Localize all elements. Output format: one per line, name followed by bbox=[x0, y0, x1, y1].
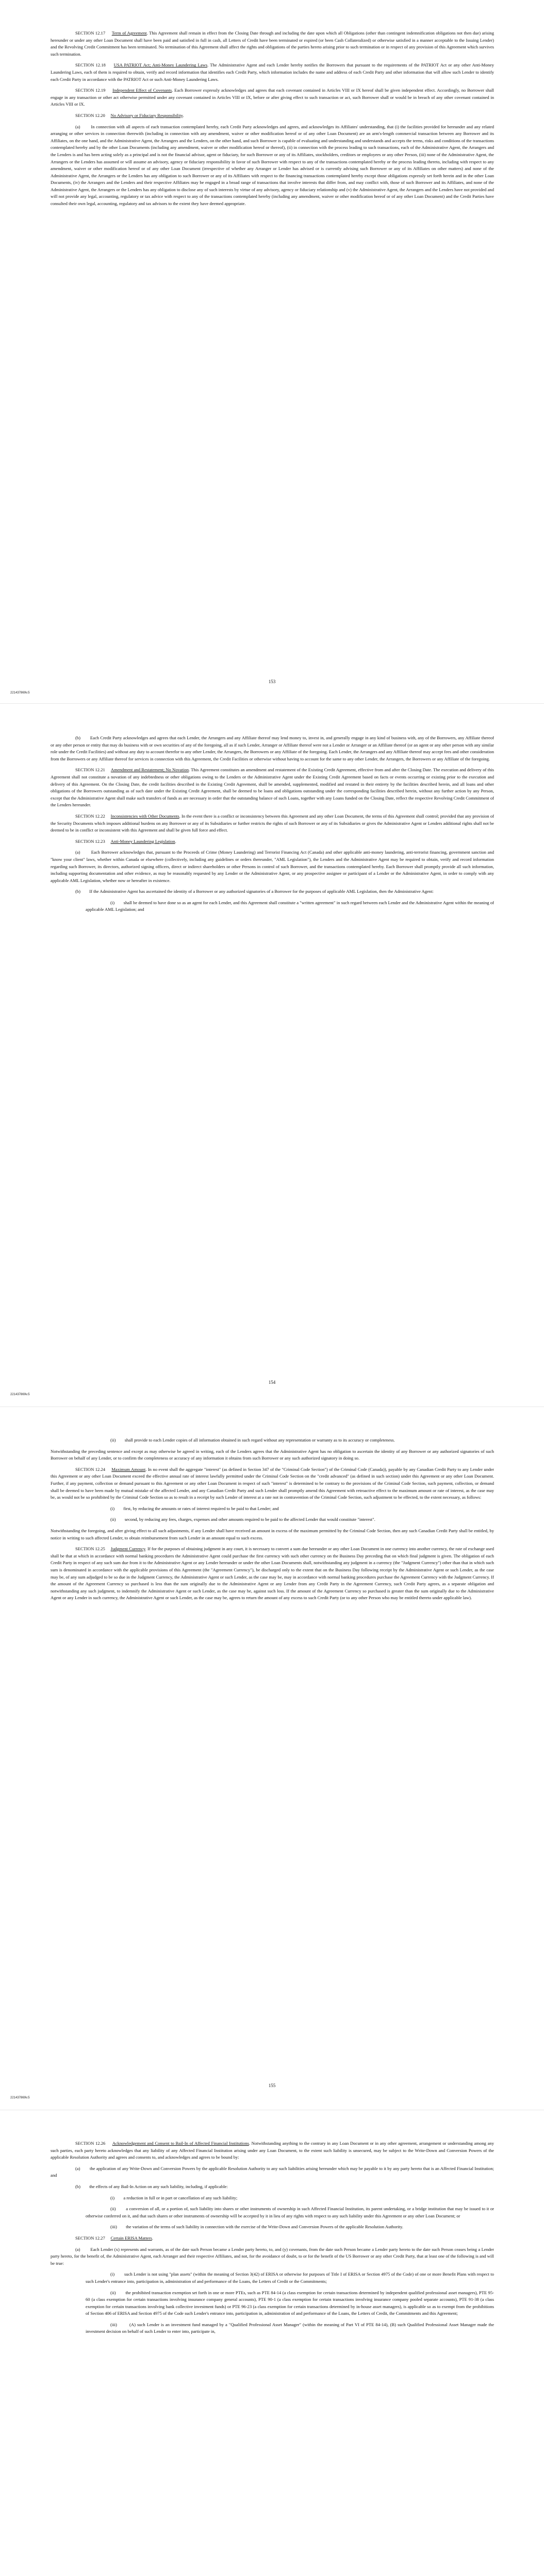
section-12-19: SECTION 12.19 Independent Effect of Covenants. Each Borrower expressly acknowledges and agrees that each covenant contained in Articles VIII or IX hereof shall be given independent effect. Accordingly, no Borrower shall engage in any transaction or other act otherwise permitted under any covenant contained in Articles VIII or IX, before or after giving effect to such transaction or act, such Borrower shall or would be in breach of any other covenant contained in Articles VIII or IX. bbox=[51, 88, 494, 107]
section-12-24: SECTION 12.24 Maximum Amount. In no event shall the aggregate "interest" (as defined in Section 347 of the "Criminal Code Section") of the Criminal Code (Canada)), payable by any Canadian Credit Party to any Lender under this Agreement or any other Loan Document exceed the effective annual rate of interest lawfully permitted under the Criminal Code Section on the "credit advanced" (as defined in such section) under this Agreement or any other Loan Document. Further, if any payment, collection or demand pursuant to this Agreement or any other Loan Document in respect of such "interest" is determined to be contrary to the provisions of the Criminal Code Section, such payment, collection, or demand shall be deemed to have been made by mutual mistake of the affected Lender, and any Canadian Credit Party and such Lender shall promptly amend this Agreement with retroactive effect to the maximum amount or rate of interest, as the case may be, as would not be so prohibited by the Criminal Code Section so as to result in a receipt by such Lender of interest at a rate not in contravention of the Criminal Code Section, such adjustment to be effected, to the extent necessary, as follows: bbox=[51, 1466, 494, 1500]
clause-12-26-b: (b) the effects of any Bail-In Action on any such liability, including, if applicable: bbox=[75, 2183, 228, 2189]
clause-12-26-a: (a) the application of any Write-Down and Conversion Powers by the applicable Resolution Authority to any such liabilities arising hereunder which may be payable to it by any party hereto that is an Affected Financial Institution; and bbox=[51, 2165, 494, 2178]
clause-12-20-a: (a) In connection with all aspects of each transaction contemplated hereby, each Credit Party acknowledges and agrees, and acknowledges its Affiliates' understanding, that (i) the facilities provided for hereunder and any related arranging or other services in connection therewith (including in connection with any amendment, waiver or other modification hereof or of any other Loan Document) are an arm's-length commercial transaction between any Borrower and its Affiliates, on the one hand, and the Administrative Agent, the Arrangers and the Lenders, on the other hand, and such Borrower is capable of evaluating and understanding and understands and accepts the terms, risks and conditions of the transactions contemplated hereby and by the other Loan Documents (including any amendment, waiver or other modification hereof or thereof), (ii) in connection with the process leading to such transactions, each of the Administrative Agent, the Arrangers and the Lenders is and has been acting solely as a principal and is not the financial advisor, agent or fiduciary, for such Borrower or any of its Affiliates, stockholders, creditors or employees or any other Person, (iii) none of the Administrative Agent, the Arrangers or the Lenders has assumed or will assume an advisory, agency or fiduciary responsibility in favor of such Borrower with respect to any of the transactions contemplated hereby or the process leading thereto, including with respect to any amendment, waiver or other modification hereof or of any other Loan Document (irrespective of whether any Arranger or Lender has advised or is currently advising such Borrower or any of its Affiliates on other matters) and none of the Administrative Agent, the Arrangers or the Lenders has any obligation to such Borrower or any of its Affiliates with respect to the financing transactions contemplated hereby except those obligations expressly set forth herein and in the other Loan Documents, (iv) the Arrangers and the Lenders and their respective Affiliates may be engaged in a broad range of transactions that involve interests that differ from, and may conflict with, those of such Borrower and its Affiliates, and none of the Administrative Agent, the Arrangers or the Lenders has any obligation to disclose any of such interests by virtue of any advisory, agency or fiduciary relationship and (v) the Administrative Agent, the Arrangers and the Lenders have not provided and will not provide any legal, accounting, regulatory or tax advice with respect to any of the transactions contemplated hereby (including any amendment, waiver or other modification hereof or of any other Loan Document) and the Credit Parties have consulted their own legal, accounting, regulatory and tax advisors to the extent they have deemed appropriate. bbox=[51, 124, 494, 207]
clause-12-27-a-ii: (ii) the prohibited transaction exemption set forth in one or more PTEs, such as PTE 84-14 (a class exemption for certain transactions determined by independent qualified professional asset managers), PTE 95-60 (a class exemption for certain transactions involving insurance company general accounts), PTE 90-1 (a class exemption for certain transactions involving insurance company pooled separate accounts), PTE 91-38 (a class exemption for certain transactions involving bank collective investment funds) or PTE 96-23 (a class exemption for certain transactions determined by in-house asset managers), is applicable so as to exempt from the prohibitions of Section 406 of ERISA and Section 4975 of the Code such Lender's entrance into, participation in, administration of and performance of the Loans, the Letters of Credit, the Commitments and this Agreement; bbox=[86, 2290, 494, 2316]
section-12-27: SECTION 12.27 Certain ERISA Matters. bbox=[75, 2235, 153, 2241]
page-number: 154 bbox=[268, 1380, 276, 1385]
page-154 bbox=[0, 704, 544, 1406]
clause-12-23-b-ii: (ii) shall provide to each Lender copies of all information obtained in such regard without any representation or warranty as to its accuracy or completeness. bbox=[110, 1437, 395, 1443]
page-number: 155 bbox=[268, 2083, 276, 2088]
section-12-21: SECTION 12.21 Amendment and Restatement; No Novation. This Agreement constitutes an amendment and restatement of the Existing Credit Agreement, effective from and after the Closing Date. The execution and delivery of this Agreement shall not constitute a novation of any indebtedness or other obligations owing to the Lenders or the Administrative Agent under the Existing Credit Agreement based on facts or events occurring or existing prior to the execution and delivery of this Agreement. On the Closing Date, the credit facilities described in the Existing Credit Agreement, shall be amended, supplemented, modified and restated in their entirety by the facilities described herein, and all loans and other obligations of the Borrowers outstanding as of such date under the Existing Credit Agreement, shall be deemed to be loans and obligations outstanding under the corresponding facilities described herein, without any further action by any Person, except that the Administrative Agent shall make such transfers of funds as are necessary in order that the outstanding balance of such Loans, together with any Loans funded on the Closing Date, reflect the respective Revolving Credit Commitment of the Lenders hereunder. bbox=[51, 767, 494, 808]
section-12-20: SECTION 12.20 No Advisory or Fiduciary Responsibility. bbox=[75, 112, 184, 118]
page-155-body bbox=[51, 1437, 494, 1606]
page-156 bbox=[0, 2110, 544, 2576]
clause-12-23-b-i: (i) shall be deemed to have done so as an agent for each Lender, and this Agreement shall constitute a "written agreement" in such regard between each Lender and the Administrative Agent within the meaning of applicable AML Legislation; and bbox=[86, 900, 494, 912]
page-153-body bbox=[51, 30, 494, 212]
section-12-18: SECTION 12.18 USA PATRIOT Act; Anti-Money Laundering Laws. The Administrative Agent and each Lender hereby notifies the Borrowers that pursuant to the requirements of the PATRIOT Act or any other Anti-Money Laundering Laws, each of them is required to obtain, verify and record information that identifies each Credit Party, which information includes the name and address of each Credit Party and other information that will allow such Lender to identify each Credit Party in accordance with the PATRIOT Act or such Anti-Money Laundering Laws. bbox=[51, 62, 494, 82]
page-number: 153 bbox=[268, 679, 276, 684]
page-154-body bbox=[51, 735, 494, 918]
clause-12-26-b-i: (i) a reduction in full or in part or cancellation of any such liability; bbox=[110, 2195, 238, 2200]
file-id: 221437869v.5 bbox=[10, 691, 30, 694]
section-12-26: SECTION 12.26 Acknowledgement and Consent to Bail-In of Affected Financial Institutions. Notwithstanding anything to the contrary in any Loan Document or in any other agreement, arrangement or understanding among any such parties, each party hereto acknowledges that any liability of any Affected Financial Institution arising under any Loan Document, to the extent such liability is unsecured, may be subject to the Write-Down and Conversion Powers of the applicable Resolution Authority and agrees and consents to, and acknowledges and agrees to be bound by: bbox=[51, 2141, 494, 2160]
page-155 bbox=[0, 1407, 544, 2110]
clause-12-23-a: (a) Each Borrower acknowledges that, pursuant to the Proceeds of Crime (Money Laundering) and Terrorist Financing Act (Canada) and other applicable anti-money laundering, anti-terrorist financing, government sanction and "know your client" laws, whether within Canada or elsewhere (collectively, including any guidelines or orders thereunder, "AML Legislation"), the Lenders and the Administrative Agent may be required to obtain, verify and record information regarding such Borrower, its directors, authorized signing officers, direct or indirect shareholders or other Persons in control of such Borrower, and the transactions contemplated hereby. Each Borrower shall promptly provide all such information, including supporting documentation and other evidence, as may be reasonably requested by any Lender or the Administrative Agent, or any prospective assignee or participant of a Lender or the Administrative Agent, in order to comply with any applicable AML Legislation, whether now or hereafter in existence. bbox=[51, 850, 494, 883]
clause-12-26-b-ii: (ii) a conversion of all, or a portion of, such liability into shares or other instruments of ownership in such Affected Financial Institution, its parent undertaking, or a bridge institution that may be issued to it or otherwise conferred on it, and that such shares or other instruments of ownership will be accepted by it in lieu of any rights with respect to any such liability under this Agreement or any other Loan Document; or bbox=[86, 2206, 494, 2218]
clause-12-24-ii: (ii) second, by reducing any fees, charges, expenses and other amounts required to be paid to the affected Lender that would constitute "interest". bbox=[110, 1517, 375, 1522]
clause-12-27-a-iii: (iii) (A) such Lender is an investment fund managed by a "Qualified Professional Asset Manager" (within the meaning of Part VI of PTE 84-14), (B) such Qualified Professional Asset Manager made the investment decision on behalf of such Lender to enter into, participate in, bbox=[86, 2321, 494, 2334]
page-153 bbox=[0, 0, 544, 703]
section-12-23: SECTION 12.23 Anti-Money Laundering Legislation. bbox=[75, 838, 176, 844]
section-12-22: SECTION 12.22 Inconsistencies with Other Documents. In the event there is a conflict or inconsistency between this Agreement and any other Loan Document, the terms of this Agreement shall control; provided that any provision of the Security Documents which imposes additional burdens on any Borrower or any of its Subsidiaries or further restricts the rights of such Borrower or any of its Subsidiaries or gives the Administrative Agent or Lenders additional rights shall not be deemed to be in conflict or inconsistent with this Agreement and shall be given full force and effect. bbox=[51, 813, 494, 833]
clause-12-27-a-i: (i) such Lender is not using "plan assets" (within the meaning of Section 3(42) of ERISA or otherwise for purposes of Title I of ERISA or Section 4975 of the Code) of one or more Benefit Plans with respect to such Lender's entrance into, participation in, administration of and performance of the Loans, the Letters of Credit or the Commitments; bbox=[86, 2272, 494, 2284]
section-12-25: SECTION 12.25 Judgment Currency. If for the purposes of obtaining judgment in any court, it is necessary to convert a sum due hereunder or any other Loan Document in one currency into another currency, the rate of exchange used shall be that at which in accordance with normal banking procedures the Administrative Agent could purchase the first currency with such other currency on the Business Day preceding that on which final judgment is given. The obligation of each Credit Party in respect of any such sum due from it to the Administrative Agent or any Lender hereunder or under the other Loan Documents shall, notwithstanding any judgment in a currency (the "Judgment Currency") other than that in which such sum is denominated in accordance with the applicable provisions of this Agreement (the "Agreement Currency"), be discharged only to the extent that on the Business Day following receipt by the Administrative Agent or such Lender, as the case may be, of any sum adjudged to be so due in the Judgment Currency, the Administrative Agent or such Lender, as the case may be, may in accordance with normal banking procedures purchase the Agreement Currency with the Judgment Currency. If the amount of the Agreement Currency so purchased is less than the sum originally due to the Administrative Agent or any Lender from any Credit Party in the Agreement Currency, such Credit Party agrees, as a separate obligation and notwithstanding any such judgment, to indemnify the Administrative Agent or such Lender, as the case may be, against such loss. If the amount of the Agreement Currency so purchased is greater than the sum originally due to the Administrative Agent or any Lender in such currency, the Administrative Agent or such Lender, as the case may be, agrees to return the amount of any excess to such Credit Party (or to any other Person who may be entitled thereto under applicable law). bbox=[51, 1546, 494, 1601]
clause-12-24-i: (i) first, by reducing the amounts or rates of interest required to be paid to that Lender; and bbox=[110, 1505, 279, 1511]
clause-12-23-b: (b) If the Administrative Agent has ascertained the identity of a Borrower or any authorized signatories of a Borrower for the purposes of applicable AML Legislation, then the Administrative Agent: bbox=[75, 889, 434, 894]
clause-12-27-a: (a) Each Lender (x) represents and warrants, as of the date such Person became a Lender party hereto, to, and (y) covenants, from the date such Person became a Lender party hereto to the date such Person ceases being a Lender party hereto, for the benefit of, the Administrative Agent, each Arranger and their respective Affiliates, and not, for the avoidance of doubt, to or for the benefit of the US Borrower or any other Credit Party, that at least one of the following is and will be true: bbox=[51, 2246, 494, 2266]
page-156-body bbox=[51, 2140, 494, 2340]
section-12-17: SECTION 12.17 Term of Agreement. This Agreement shall remain in effect from the Closing Date through and including the date upon which all Obligations (other than contingent indemnification obligations not then due) arising hereunder or under any other Loan Document shall have been paid and satisfied in full in cash, all Letters of Credit have been terminated or expired (or been Cash Collateralized) or otherwise satisfied in a manner acceptable to the Issuing Lender) and the Revolving Credit Commitment has been terminated. No termination of this Agreement shall affect the rights and obligations of the parties hereto arising prior to such termination or in respect of any provision of this Agreement which survives such termination. bbox=[51, 30, 494, 57]
clause-12-26-b-iii: (iii) the variation of the terms of such liability in connection with the exercise of the Write-Down and Conversion Powers of the applicable Resolution Authority. bbox=[110, 2224, 403, 2230]
file-id: 221437869v.5 bbox=[10, 1393, 30, 1396]
clause-12-20-b: (b) Each Credit Party acknowledges and agrees that each Lender, the Arrangers and any Affiliate thereof may lend money to, invest in, and generally engage in any kind of business with, any of the Borrowers, any Affiliate thereof or any other person or entity that may do business with or own securities of any of the foregoing, all as if such Lender, Arranger or Affiliate thereof were not a Lender or Arranger or an Affiliate thereof (or an agent or any other person with any similar role under the Credit Facilities) and without any duty to account therefor to any other Lender, the Arrangers, the Borrowers or any Affiliate of the foregoing. Each Lender, the Arrangers and any Affiliate thereof may accept fees and other consideration from the Borrowers or any Affiliate thereof for services in connection with this Agreement, the Credit Facilities or otherwise without having to account for the same to any other Lender, the Arrangers, the Borrowers or any Affiliate of the foregoing. bbox=[51, 735, 494, 761]
paragraph-notwithstanding-2: Notwithstanding the foregoing, and after giving effect to all such adjustments, if any Lender shall have received an amount in excess of the maximum permitted by the Criminal Code Section, then any such Canadian Credit Party shall be entitled, by notice in writing to such affected Lender, to obtain reimbursement from such Lender in an amount equal to such excess. bbox=[51, 1528, 494, 1540]
file-id: 221437869v.5 bbox=[10, 2096, 30, 2099]
paragraph-notwithstanding: Notwithstanding the preceding sentence and except as may otherwise be agreed in writing, each of the Lenders agrees that the Administrative Agent has no obligation to ascertain the identity of any Borrower or any authorized signatories of such Borrower on behalf of any Lender, or to confirm the completeness or accuracy of any information it obtains from such Borrower or any such authorized signatory in doing so. bbox=[51, 1448, 494, 1461]
